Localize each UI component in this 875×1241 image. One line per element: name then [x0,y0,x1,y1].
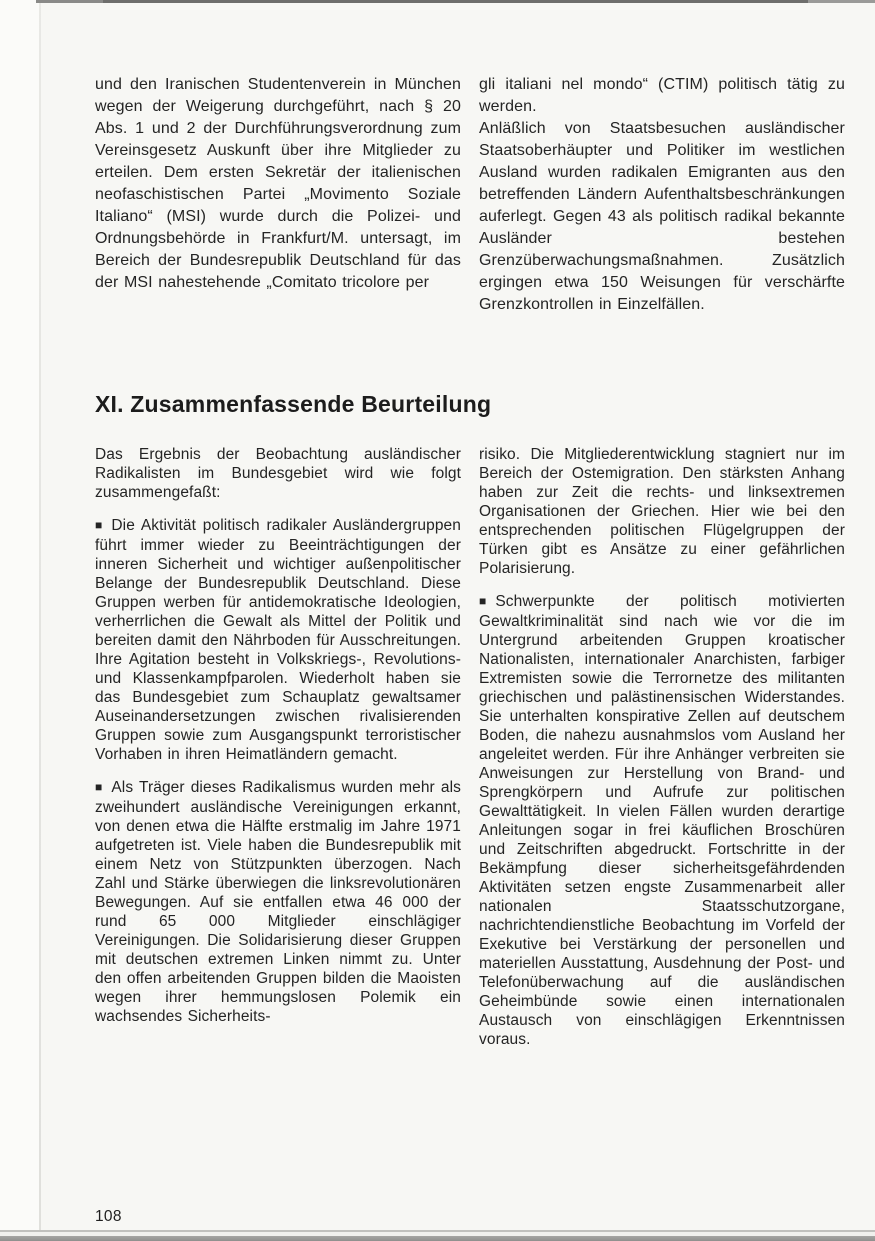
bullet-square-icon: ■ [95,780,103,794]
bullet-text: Schwerpunkte der politisch motivierten Gewaltkriminalität sind nach wie vor die im Untergrund arbeitenden Gruppen kroatischer Nationalisten, internationaler Anarchisten, farbiger Extremisten sowie die Terrornetze des militanten griechischen und palästinensischen Widerstandes. Sie unterhalten konspirative Zellen auf deutschem Boden, die nahezu ausnahmslos vom Ausland her angeleitet werden. Für ihre Anhänger verbreiten sie Anweisungen zur Herstellung von Brand- und Sprengkörpern und Aufrufe zur politischen Gewalttätigkeit. In vielen Fällen wurden derartige Anleitungen sogar in frei käuflichen Broschüren und Zeitschriften abgedruckt. Fortschritte in der Bekämpfung dieser sicherheitsgefährdenden Aktivitäten setzen engste Zusammenarbeit aller nationalen Staatsschutzorgane, nachrichtendienstliche Beobachtung im Vorfeld der Exekutive bei Verstärkung der personellen und materiellen Ausstattung, Ausdehnung der Post- und Telefonüberwachung auf die ausländischen Geheimbünde sowie einen internationalen Austausch von einschlägigen Erkenntnissen voraus. [479,593,845,1048]
intro-left-column [95,74,461,316]
section-heading: XI. Zusammenfassende Beurteilung [95,391,492,417]
bullet-item-schwerpunkte [479,592,845,1049]
page-gutter-strip [0,0,39,1241]
scan-border-bottom [0,1230,875,1241]
summary-continuation: risiko. Die Mitgliederentwicklung stagniert nur im Bereich der Ostemigration. Den stärksten Anhang haben zur Zeit die rechts- und linksextremen Organisationen der Griechen. Hier wie bei den entsprechenden politischen Flügelgruppen der Türken gibt es Ansätze zu einer gefährlichen Polarisierung. [479,446,845,577]
page-content [95,74,845,1049]
bullet-text: Als Träger dieses Radikalismus wurden mehr als zweihundert ausländische Vereinigungen erkannt, von denen etwa die Hälfte erstmalig im Jahre 1971 aufgetreten ist. Viele haben die Bundesrepublik mit einem Netz von Stützpunkten überzogen. Nach Zahl und Stärke überwiegen die linksrevolutionären Bewegungen. Auf sie entfallen etwa 46 000 der rund 65 000 Mitglieder einschlägiger Vereinigungen. Die Solidarisierung dieser Gruppen mit deutschen extremen Linken nimmt zu. Unter den offen arbeitenden Gruppen bilden die Maoisten wegen ihrer hemmungslosen Polemik ein wachsendes Sicherheits- [95,779,461,1025]
summary-intro: Das Ergebnis der Beobachtung ausländischer Radikalisten im Bundesgebiet wird wie folgt zusammengefaßt: [95,446,461,501]
summary-left-column [95,445,461,1049]
bullet-item-aktivitaet [95,516,461,764]
page-number: 108 [95,1208,122,1225]
scan-border-top [36,0,875,3]
paragraph-staatsbesuche: Anläßlich von Staatsbesuchen ausländischer Staatsoberhäupter und Politiker im westlichen Ausland wurden radikalen Emigranten aus den betreffenden Ländern Aufenthaltsbeschränkungen auferlegt. Gegen 43 als politisch radikal bekannte Ausländer bestehen Grenzüberwachungsmaßnahmen. Zusätzlich ergingen etwa 150 Weisungen für verschärfte Grenzkontrollen in Einzelfällen. [479,120,845,313]
intro-right-column [479,74,845,316]
bullet-square-icon: ■ [95,518,103,532]
intro-two-columns [95,74,845,316]
paragraph-ctim: gli italiani nel mondo“ (CTIM) politisch tätig zu werden. [479,76,845,115]
bullet-item-traeger [95,778,461,1026]
bullet-text: Die Aktivität politisch radikaler Ausländergruppen führt immer wieder zu Beeinträchtigungen der inneren Sicherheit und wichtiger außenpolitischer Belange der Bundesrepublik Deutschland. Diese Gruppen werben für antidemokratische Ideologien, verherrlichen die Gewalt als Mittel der Politik und bereiten damit den Nährboden für Ausschreitungen. Ihre Agitation besteht in Volkskriegs-, Revolutions- und Klassenkampfparolen. Wiederholt haben sie das Bundesgebiet zum Schauplatz gewaltsamer Auseinandersetzungen zwischen rivalisierenden Gruppen sowie zum Ausgangspunkt terroristischer Vorhaben in ihren Heimatländern gemacht. [95,517,461,763]
bullet-square-icon: ■ [479,594,487,608]
paragraph-msi-ban: und den Iranischen Studentenverein in München wegen der Weigerung durchgeführt, nach § 20 Abs. 1 und 2 der Durchführungsverordnung zum Vereinsgesetz Auskunft über ihre Mitglieder zu erteilen. Dem ersten Sekretär der italienischen neofaschistischen Partei „Movimento Soziale Italiano“ (MSI) wurde durch die Polizei- und Ordnungsbehörde in Frankfurt/M. untersagt, im Bereich der Bundesrepublik Deutschland für das der MSI nahestehende „Comitato tricolore per [95,76,461,291]
summary-right-column [479,445,845,1049]
page-fold-edge [39,0,41,1241]
summary-two-columns [95,445,845,1049]
